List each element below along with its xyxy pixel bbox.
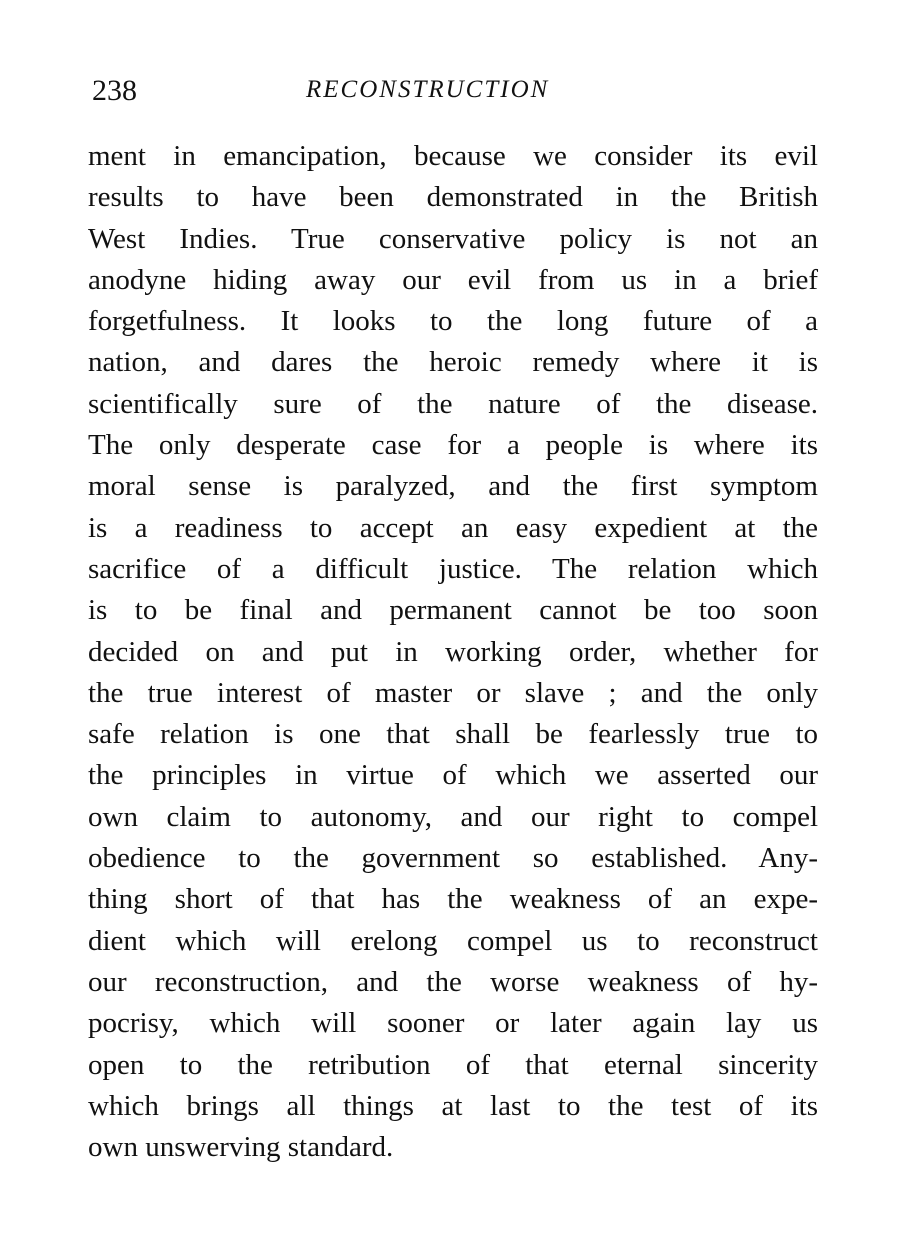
text-line: scientifically sure of the nature of the disease.	[88, 387, 818, 420]
text-line: obedience to the government so established. Any-	[88, 842, 818, 875]
running-head	[92, 74, 812, 114]
text-line: own claim to autonomy, and our right to compel	[88, 800, 818, 833]
text-line: results to have been demonstrated in the British	[88, 181, 818, 214]
text-line: pocrisy, which will sooner or later again lay us	[88, 1007, 818, 1040]
text-line: the true interest of master or slave ; and the only	[88, 676, 818, 709]
text-line: The only desperate case for a people is where its	[88, 429, 818, 462]
text-line: decided on and put in working order, whether for	[88, 635, 818, 668]
text-line: open to the retribution of that eternal sincerity	[88, 1048, 818, 1081]
text-line: forgetfulness. It looks to the long future of a	[88, 305, 818, 338]
text-line: safe relation is one that shall be fearlessly true to	[88, 718, 818, 751]
text-line: anodyne hiding away our evil from us in a brief	[88, 263, 818, 296]
text-line: which brings all things at last to the test of its	[88, 1089, 818, 1122]
text-line: the principles in virtue of which we asserted our	[88, 759, 818, 792]
body-text	[88, 136, 818, 1168]
text-line: own unswerving standard.	[88, 1131, 394, 1164]
text-line: thing short of that has the weakness of an expe-	[88, 883, 818, 916]
text-line: sacrifice of a difficult justice. The relation which	[88, 552, 818, 585]
text-line: West Indies. True conservative policy is not an	[88, 222, 818, 255]
text-line: dient which will erelong compel us to reconstruct	[88, 924, 818, 957]
text-line: nation, and dares the heroic remedy where it is	[88, 346, 818, 379]
page-number: 238	[92, 74, 137, 107]
text-line: ment in emancipation, because we consider its evil	[88, 140, 818, 172]
text-line: our reconstruction, and the worse weakness of hy-	[88, 965, 818, 998]
running-title: RECONSTRUCTION	[306, 76, 550, 103]
text-line: moral sense is paralyzed, and the first symptom	[88, 470, 818, 503]
text-line: is to be final and permanent cannot be too soon	[88, 594, 818, 627]
text-line: is a readiness to accept an easy expedient at the	[88, 511, 818, 544]
